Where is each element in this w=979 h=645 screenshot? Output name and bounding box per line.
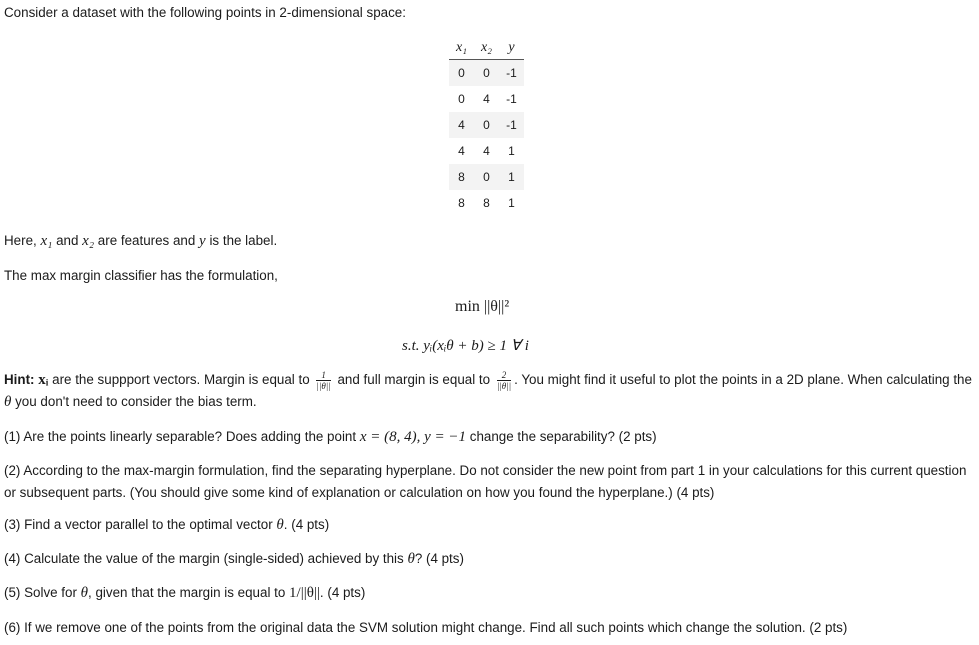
- question-4: [4, 551, 464, 568]
- theta-symbol: θ: [276, 517, 284, 533]
- table-row: [449, 86, 524, 112]
- here-suffix: is the label.: [209, 233, 278, 248]
- cell-x2: 0: [474, 112, 499, 138]
- hint-text1: are the suppport vectors. Margin is equal to: [52, 372, 310, 387]
- q1-text-b: change the separability? (2 pts): [469, 429, 657, 444]
- hint-paragraph: [4, 369, 972, 413]
- frac2-denominator: ||θ||: [496, 380, 512, 391]
- question-3: [4, 517, 329, 534]
- x2-symbol: x₂: [82, 233, 95, 249]
- hint-text2: and full margin is equal to: [337, 372, 491, 387]
- q5-text-c: . (4 pts): [319, 585, 366, 600]
- hint-text3: . You might find it useful to plot the points in a 2D plane. When calculating the: [514, 372, 972, 387]
- cell-x2: 4: [483, 92, 490, 106]
- theta-symbol: θ: [80, 585, 89, 601]
- frac1-numerator: 1: [316, 370, 330, 381]
- here-prefix: Here,: [4, 233, 37, 248]
- header-x1: x₁: [449, 37, 474, 60]
- hint-text4: you don't need to consider the bias term.: [15, 394, 257, 409]
- q5-text-b: , given that the margin is equal to: [88, 585, 286, 600]
- cell-x2: 0: [474, 164, 499, 190]
- data-table: [449, 37, 524, 216]
- header-y: y: [499, 37, 524, 60]
- formulation-intro: The max margin classifier has the formulation,: [4, 268, 278, 283]
- cell-x2: 8: [483, 196, 490, 210]
- cell-x1: 0: [449, 60, 474, 87]
- q4-text-a: (4) Calculate the value of the margin (single-sided) achieved by this: [4, 551, 404, 566]
- cell-x1: 0: [458, 92, 465, 106]
- q3-text-a: (3) Find a vector parallel to the optimal vector: [4, 517, 273, 532]
- question-2: (2) According to the max-margin formulation, find the separating hyperplane. Do not consider the new point from part 1 in your calculations for this current question or subsequent parts. (You should give some kind of explanation or calculation on how you found the hyperplane.) (4 pts): [4, 463, 967, 500]
- cell-y: -1: [499, 112, 524, 138]
- cell-x1: 4: [449, 112, 474, 138]
- formula-constraint: s.t. yᵢ(xᵢθ + b) ≥ 1 ∀ i: [402, 338, 529, 354]
- question-6: (6) If we remove one of the points from the original data the SVM solution might change. Find all such points which change the solution. (2 pts): [4, 620, 848, 635]
- cell-x1: 8: [458, 196, 465, 210]
- theta-symbol: θ: [4, 394, 12, 410]
- cell-x2: 4: [483, 144, 490, 158]
- frac2-numerator: 2: [497, 370, 511, 381]
- formula-objective: min ||θ||²: [455, 298, 510, 315]
- y-symbol: y: [199, 233, 206, 249]
- here-sentence: [4, 233, 277, 250]
- table-row: [449, 138, 524, 164]
- fraction-full-margin: [497, 370, 511, 391]
- table-row: [449, 164, 524, 190]
- fraction-margin: [316, 370, 330, 391]
- cell-y: -1: [499, 60, 524, 87]
- q4-text-b: ? (4 pts): [414, 551, 464, 566]
- table-row: [449, 112, 524, 138]
- cell-y: 1: [508, 144, 515, 158]
- cell-x1: 8: [449, 164, 474, 190]
- table-row: [449, 190, 524, 216]
- question-5: [4, 585, 365, 602]
- q3-text-b: . (4 pts): [283, 517, 330, 532]
- question-1: [4, 429, 657, 446]
- cell-y: -1: [506, 92, 517, 106]
- hint-label: Hint:: [4, 372, 35, 387]
- theta-symbol: θ: [407, 551, 415, 567]
- q1-text-a: (1) Are the points linearly separable? Does adding the point: [4, 429, 357, 444]
- q1-math: x = (8, 4), y = −1: [359, 429, 467, 445]
- here-and: and: [56, 233, 79, 248]
- header-x2: x₂: [474, 37, 499, 60]
- table-header-row: [449, 37, 524, 60]
- cell-x1: 4: [458, 144, 465, 158]
- intro-text: Consider a dataset with the following points in 2-dimensional space:: [4, 5, 406, 20]
- cell-y: 1: [508, 196, 515, 210]
- here-mid: are features and: [97, 233, 196, 248]
- q5-math: 1/||θ||: [289, 585, 320, 601]
- cell-y: 1: [499, 164, 524, 190]
- x1-symbol: x₁: [40, 233, 53, 249]
- table-row: [449, 60, 524, 87]
- xi-bold-symbol: xᵢ: [38, 372, 49, 388]
- cell-x2: 0: [474, 60, 499, 87]
- q5-text-a: (5) Solve for: [4, 585, 77, 600]
- frac1-denominator: ||θ||: [316, 380, 331, 391]
